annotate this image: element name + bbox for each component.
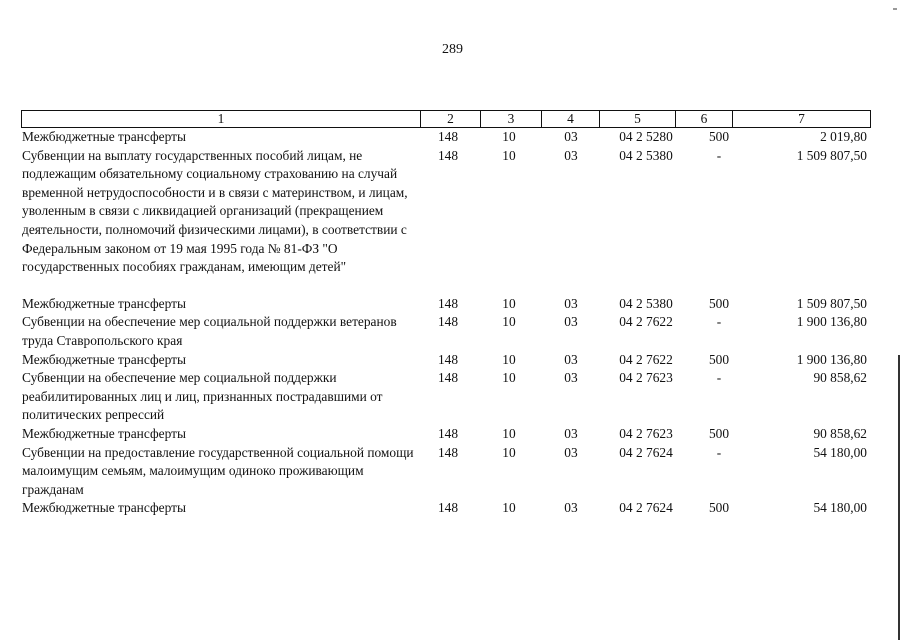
row-col-6: 500 — [708, 500, 730, 516]
table-header — [21, 110, 871, 128]
table-row — [21, 128, 871, 147]
row-col-2: 148 — [437, 425, 459, 441]
row-amount: 1 509 807,50 — [796, 295, 867, 311]
page-number: 289 — [442, 42, 463, 57]
row-col-5: 04 2 5380 — [619, 147, 673, 163]
row-description: Субвенции на предоставление государственной социальной помощи малоимущим семьям, малоимущим одиноко проживающим гражданам — [22, 444, 414, 497]
row-amount: 54 180,00 — [813, 444, 867, 460]
row-col-3: 10 — [502, 129, 516, 144]
table-row — [21, 313, 871, 350]
row-col-5: 04 2 7622 — [619, 351, 673, 367]
row-col-6: 500 — [708, 129, 730, 144]
row-col-3: 10 — [502, 444, 516, 460]
table-row — [21, 351, 871, 370]
table-row — [21, 425, 871, 444]
row-col-6: - — [716, 370, 722, 386]
row-col-4: 03 — [564, 314, 578, 330]
row-col-5: 04 2 7623 — [619, 370, 673, 386]
row-col-5: 04 2 5380 — [619, 295, 673, 311]
row-description: Межбюджетные трансферты — [22, 351, 186, 367]
row-description: Межбюджетные трансферты — [22, 425, 186, 441]
row-amount: 1 900 136,80 — [796, 314, 867, 330]
row-col-5: 04 2 7624 — [619, 500, 673, 516]
table-row — [21, 444, 871, 500]
scan-artifact-mark — [893, 8, 897, 10]
row-col-3: 10 — [502, 351, 516, 367]
row-col-4: 03 — [564, 295, 578, 311]
row-col-3: 10 — [502, 147, 516, 163]
row-col-3: 10 — [502, 425, 516, 441]
row-col-2: 148 — [437, 147, 459, 163]
table-row — [21, 295, 871, 314]
row-description: Межбюджетные трансферты — [22, 129, 186, 144]
row-col-6: - — [716, 444, 722, 460]
row-col-4: 03 — [564, 425, 578, 441]
row-description: Субвенции на обеспечение мер социальной поддержки реабилитированных лиц и лиц, признанных пострадавшими от политических репрессий — [22, 370, 383, 423]
header-col-2: 2 — [420, 111, 480, 127]
header-col-4: 4 — [541, 111, 599, 127]
row-amount: 1 900 136,80 — [796, 351, 867, 367]
row-col-6: 500 — [708, 425, 730, 441]
row-col-6: - — [716, 314, 722, 330]
row-amount: 90 858,62 — [813, 425, 867, 441]
row-col-5: 04 2 7622 — [619, 314, 673, 330]
row-description: Межбюджетные трансферты — [22, 295, 186, 311]
row-col-6: 500 — [708, 295, 730, 311]
budget-table — [21, 110, 871, 518]
row-col-4: 03 — [564, 370, 578, 386]
row-col-2: 148 — [437, 444, 459, 460]
row-col-2: 148 — [437, 129, 459, 144]
header-col-5: 5 — [599, 111, 675, 127]
row-col-4: 03 — [564, 129, 578, 144]
row-col-2: 148 — [437, 500, 459, 516]
row-col-6: - — [716, 147, 722, 163]
row-col-3: 10 — [502, 500, 516, 516]
row-col-4: 03 — [564, 147, 578, 163]
row-col-4: 03 — [564, 351, 578, 367]
row-col-2: 148 — [437, 314, 459, 330]
row-col-4: 03 — [564, 444, 578, 460]
header-col-3: 3 — [480, 111, 541, 127]
row-col-3: 10 — [502, 314, 516, 330]
header-col-1: 1 — [217, 111, 225, 126]
scan-artifact-edge-line — [898, 355, 900, 640]
header-col-7: 7 — [732, 111, 870, 127]
row-gap — [21, 277, 871, 295]
table-row — [21, 147, 871, 277]
header-col-6: 6 — [675, 111, 732, 127]
row-col-5: 04 2 5280 — [619, 129, 673, 144]
row-col-6: 500 — [708, 351, 730, 367]
row-col-2: 148 — [437, 295, 459, 311]
row-col-5: 04 2 7623 — [619, 425, 673, 441]
row-amount: 90 858,62 — [813, 370, 867, 386]
row-amount: 1 509 807,50 — [796, 147, 867, 163]
row-description: Межбюджетные трансферты — [22, 500, 186, 516]
table-row — [21, 499, 871, 518]
row-col-5: 04 2 7624 — [619, 444, 673, 460]
row-col-2: 148 — [437, 351, 459, 367]
row-col-3: 10 — [502, 370, 516, 386]
row-amount: 54 180,00 — [813, 500, 867, 516]
table-row — [21, 369, 871, 425]
row-description: Субвенции на обеспечение мер социальной поддержки ветеранов труда Ставропольского края — [22, 314, 397, 348]
row-description: Субвенции на выплату государственных пособий лицам, не подлежащим обязательному социальному страхованию на случай временной нетрудоспособности и в связи с материнством, и лицам, уволенным в связи с ликвидацией организаций (прекращением деятельности, полномочий физическими лицами), в соответствии с Федеральным законом от 19 мая 1995 года № 81-ФЗ "О государственных пособиях гражданам, имеющим детей" — [22, 147, 408, 275]
row-col-2: 148 — [437, 370, 459, 386]
row-col-3: 10 — [502, 295, 516, 311]
row-amount: 2 019,80 — [820, 129, 867, 144]
row-col-4: 03 — [564, 500, 578, 516]
